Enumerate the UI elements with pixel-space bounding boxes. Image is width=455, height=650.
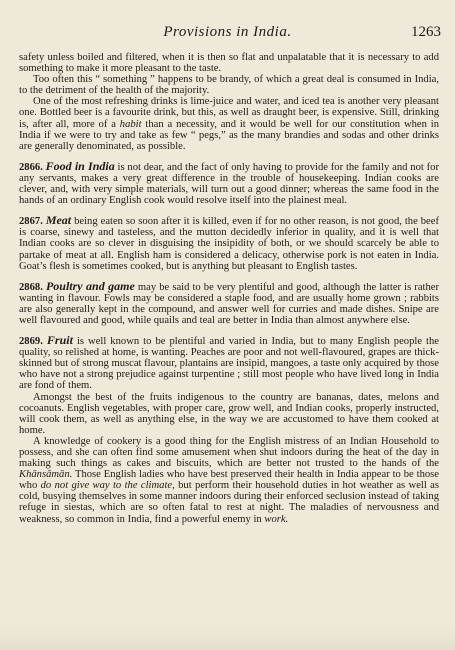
page-bottom-shade <box>0 625 455 650</box>
running-title: Provisions in India. <box>163 24 292 40</box>
body-text <box>19 52 439 525</box>
emphasis-habit: habit <box>119 118 142 130</box>
emphasis-climate: do not give way to the climate, <box>40 480 175 492</box>
section-2867: 2867. Meat being eaten so soon after it is killed, even if for no other reason, is not good, the beef is coarse, sinewy and tasteless, and the mutton decidedly inferior in quality, and it is well that Indian cooks are so clever in disguising the insipidity of both, or we should scarcely be able to partake of meat at all. English ham is considered a delicacy, otherwise pork is not eaten in India. Goat’s flesh is sometimes cooked, but is anything but pleasant to English tastes. <box>19 213 439 272</box>
paragraph-cookery: A knowledge of cookery is a good thing for the English mistress of an Indian Household to possess, and she can often find some amusement when shut indoors during the heat of the day in making such things as cakes and biscuits, which are better not trusted to the hands of the Khānsāmān. Those English ladies who have best preserved their health in India appear to be those who do not give way to the climate, but perform their household duties in hot weather as well as cold, busying themselves in some manner indoors during their enforced seclusion instead of taking refuge in siestas, which are so often fatal to rest at night. The maladies of nervousness and weakness, so common in India, find a powerful enemy in work. <box>19 435 439 525</box>
section-2866: 2866. Food in India is not dear, and the fact of only having to provide for the family and not for any servants, makes a very great difference in the trouble of housekeeping. Indian cooks are clever, and, with very simple materials, will turn out a good dinner; whereas the same food in the hands of an ordinary English cook would resolve itself into the plainest meal. <box>19 158 439 207</box>
section-number: 2869. <box>19 336 43 348</box>
paragraph-fruits: Amongst the best of the fruits indigenous to the country are bananas, dates, melons and cocoanuts. English vegetables, with proper care, grow well, and Indian cooks, properly instructed, will cook them, as well as anything else, in the way we are accustomed to have them cooked at home. <box>19 391 439 436</box>
section-2868: 2868. Poultry and game may be said to be very plentiful and good, although the latter is rather wanting in flavour. Fowls may be considered a staple food, and are usually home grown ; rabbits are also generally kept in the compound, and answer well for curries and made dishes. Snipe are well flavoured and good, while quails and teal are better in India than almost anywhere else. <box>19 278 439 326</box>
section-heading: Food in India <box>45 158 115 173</box>
section-number: 2866. <box>19 161 43 173</box>
paragraph-water: safety unless boiled and filtered, when it is then so flat and unpalatable that it is necessary to add something to make it more pleasant to the taste. <box>19 52 439 75</box>
section-number: 2867. <box>19 216 43 228</box>
section-heading: Poultry and game <box>45 278 135 293</box>
paragraph-drinks: One of the most refreshing drinks is lime-juice and water, and iced tea is another very pleasant one. Bottled beer is a favourite drink, but this, as well as draught beer, is expensive. Still, drinking is, after all, more of a habit than a necessity, and it would be well for our constitution when in India if we were to try and take as few “ pegs,” as the many brandies and sodas and other drinks are generally denominated, as possible. <box>19 96 439 152</box>
emphasis-work: work. <box>264 513 289 525</box>
page-header <box>0 24 455 46</box>
section-number: 2868. <box>19 281 43 293</box>
paragraph-brandy: Too often this “ something ” happens to be brandy, of which a great deal is consumed in India, to the detriment of the health of the majority. <box>19 74 439 97</box>
section-heading: Fruit <box>46 333 73 348</box>
page-number: 1263 <box>411 24 441 40</box>
section-heading: Meat <box>45 213 72 228</box>
emphasis-khansaman: Khānsāmān. <box>19 469 73 481</box>
section-2869: 2869. Fruit is well known to be plentiful and varied in India, but to many English people the quality, so relished at home, is wanting. Peaches are poor and not well-flavoured, grapes are thick-skinned but of strong muscat flavour, plantains are insipid, mangoes, a taste only acquired by those who have not a strong prejudice against turpentine ; still most people who have lived long in India are fond of them. <box>19 333 440 392</box>
